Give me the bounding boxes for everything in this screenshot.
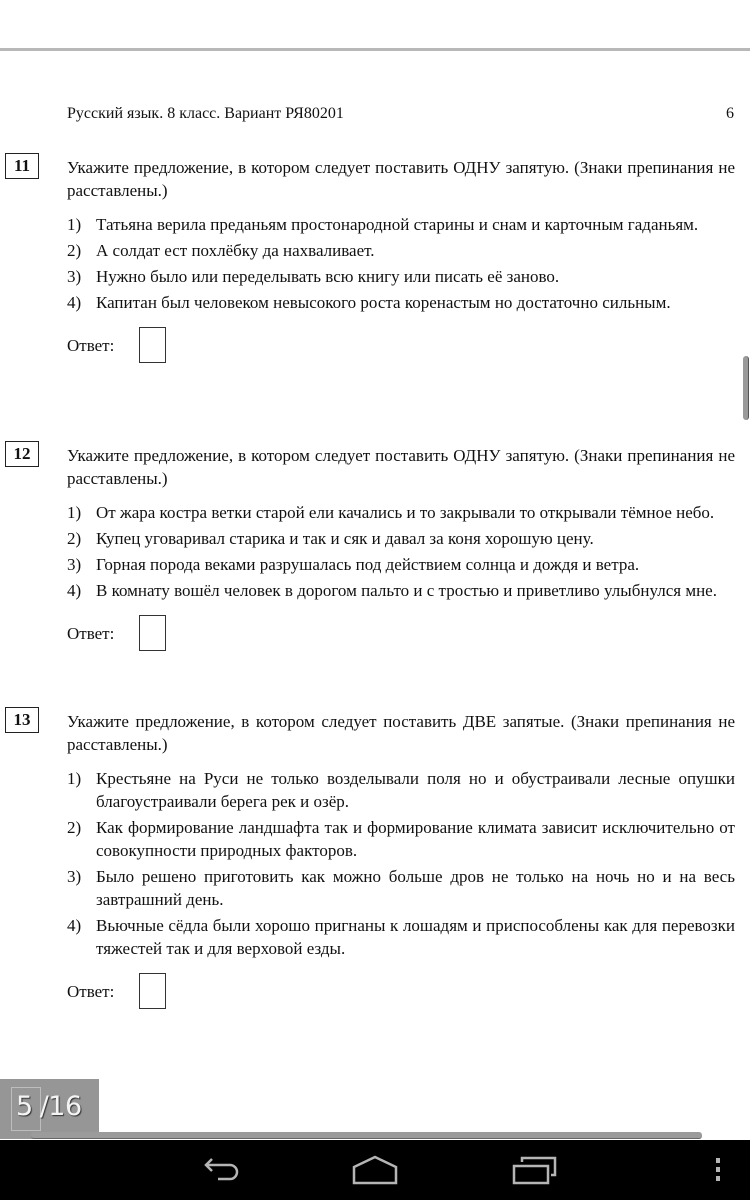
option-item — [67, 239, 735, 262]
option-item — [67, 501, 735, 524]
option-text: В комнату вошёл человек в дорогом пальто и с тростью и приветливо улыбнулся мне. — [96, 581, 717, 600]
answer-label: Ответ: — [67, 623, 115, 643]
answer-row — [67, 327, 735, 363]
options-list — [67, 767, 735, 960]
option-item — [67, 291, 735, 314]
option-text: От жара костра ветки старой ели качались и то закрывали то открывали тёмное небо. — [96, 503, 715, 522]
option-number: 1) — [67, 503, 82, 522]
document-title: Русский язык. 8 класс. Вариант РЯ80201 — [67, 105, 344, 122]
task-13 — [0, 705, 750, 1009]
answer-row — [67, 973, 735, 1009]
option-item — [67, 213, 735, 236]
option-text: Горная порода веками разрушалась под действием солнца и дождя и ветра. — [96, 555, 640, 574]
option-text: Татьяна верила преданьям простонародной старины и снам и карточным гаданьям. — [96, 215, 699, 234]
page-scroll-bar[interactable] — [31, 1132, 702, 1139]
answer-box[interactable] — [139, 615, 166, 651]
recent-apps-button[interactable] — [495, 1140, 575, 1200]
back-button[interactable] — [180, 1140, 260, 1200]
task-number: 11 — [5, 153, 39, 179]
back-icon — [198, 1155, 242, 1185]
option-text: Было решено приготовить как можно больше дров не только на ночь но и на весь завтрашний день. — [96, 867, 735, 909]
task-prompt: Укажите предложение, в котором следует поставить ОДНУ запятую. (Знаки препинания не расставлены.) — [67, 446, 735, 488]
option-item — [67, 527, 735, 550]
recent-apps-icon — [512, 1154, 558, 1186]
overflow-menu-icon — [714, 1157, 722, 1183]
current-page: 5 — [16, 1091, 33, 1122]
option-number: 3) — [67, 867, 82, 886]
option-text: Вьючные сёдла были хорошо пригнаны к лошадям и приспособлены как для перевозки тяжестей так и для верховой езды. — [96, 916, 735, 958]
option-number: 3) — [67, 555, 82, 574]
option-item — [67, 265, 735, 288]
option-number: 1) — [67, 215, 82, 234]
system-navigation-bar — [0, 1140, 750, 1200]
option-number: 4) — [67, 293, 82, 312]
answer-label: Ответ: — [67, 981, 115, 1001]
vertical-scrollbar[interactable] — [743, 356, 749, 420]
option-text: Крестьяне на Руси не только возделывали поля но и обустраивали лесные опушки благоустраивали берега рек и озёр. — [96, 769, 735, 811]
task-11 — [0, 151, 750, 363]
answer-row — [67, 615, 735, 651]
home-button[interactable] — [335, 1140, 415, 1200]
option-text: Как формирование ландшафта так и формирование климата зависит исключительно от совокупности природных факторов. — [96, 818, 735, 860]
option-number: 2) — [67, 529, 82, 548]
document-page-number: 6 — [726, 105, 734, 122]
task-number: 12 — [5, 441, 39, 467]
option-number: 4) — [67, 916, 82, 935]
option-number: 2) — [67, 818, 82, 837]
options-list — [67, 501, 735, 602]
option-text: Купец уговаривал старика и так и сяк и давал за коня хорошую цену. — [96, 529, 594, 548]
option-item — [67, 914, 735, 960]
answer-box[interactable] — [139, 973, 166, 1009]
overflow-menu-button[interactable] — [700, 1140, 736, 1200]
option-item — [67, 553, 735, 576]
option-item — [67, 767, 735, 813]
option-number: 3) — [67, 267, 82, 286]
task-body — [67, 439, 735, 651]
answer-box[interactable] — [139, 327, 166, 363]
home-icon — [351, 1155, 399, 1185]
option-text: Нужно было или переделывать всю книгу или писать её заново. — [96, 267, 560, 286]
option-item — [67, 816, 735, 862]
document-header — [67, 104, 734, 124]
task-body — [67, 151, 735, 363]
task-prompt: Укажите предложение, в котором следует поставить ДВЕ запятые. (Знаки препинания не расставлены.) — [67, 712, 735, 754]
option-text: Капитан был человеком невысокого роста коренастым но достаточно сильным. — [96, 293, 671, 312]
option-item — [67, 865, 735, 911]
option-number: 1) — [67, 769, 82, 788]
task-12 — [0, 439, 750, 651]
top-separator — [0, 48, 750, 51]
option-text: А солдат ест похлёбку да нахваливает. — [96, 241, 375, 260]
option-number: 2) — [67, 241, 82, 260]
page-indicator-text — [16, 1090, 82, 1124]
answer-label: Ответ: — [67, 335, 115, 355]
page-indicator[interactable] — [0, 1079, 99, 1139]
options-list — [67, 213, 735, 314]
total-pages: /16 — [39, 1091, 82, 1122]
task-prompt: Укажите предложение, в котором следует поставить ОДНУ запятую. (Знаки препинания не расставлены.) — [67, 158, 735, 200]
task-body — [67, 705, 735, 1009]
option-number: 4) — [67, 581, 82, 600]
option-item — [67, 579, 735, 602]
task-number: 13 — [5, 707, 39, 733]
